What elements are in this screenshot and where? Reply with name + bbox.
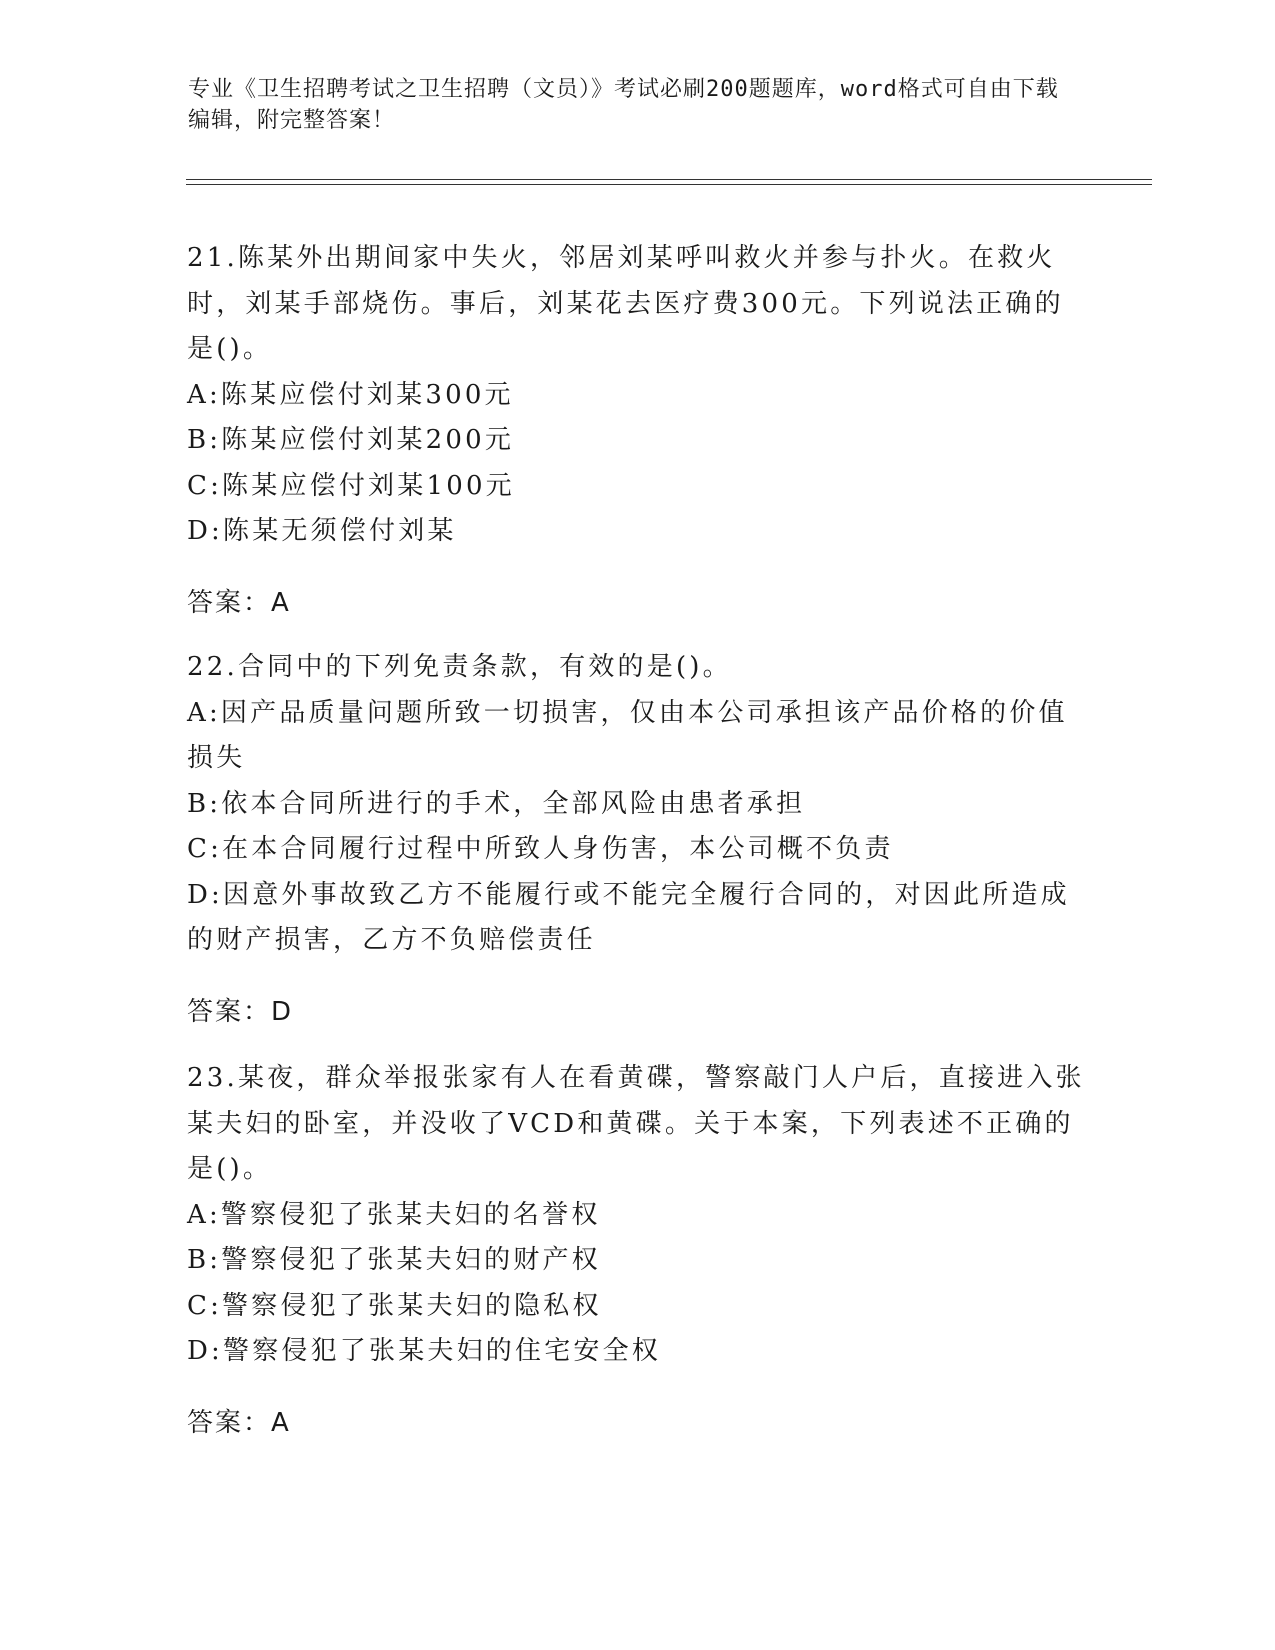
option-d: D:警察侵犯了张某夫妇的住宅安全权 <box>187 1336 662 1366</box>
option-d: D:因意外事故致乙方不能履行或不能完全履行合同的，对因此所造成的财产损害，乙方不负赔偿责任 <box>187 879 1070 955</box>
option-d: D:陈某无须偿付刘某 <box>187 516 457 546</box>
option-a: A:陈某应偿付刘某300元 <box>187 379 514 410</box>
header-divider-top <box>186 179 1152 180</box>
question-stem: 21.陈某外出期间家中失火，邻居刘某呼叫救火并参与扑火。在救火时，刘某手部烧伤。事后，刘某花去医疗费300元。下列说法正确的是()。 <box>187 243 1064 364</box>
question-22 <box>187 645 1087 1061</box>
document-header: 专业《卫生招聘考试之卫生招聘（文员）》考试必刷200题题库，word格式可自由下载编辑，附完整答案！ <box>188 77 1059 133</box>
option-c: C:陈某应偿付刘某100元 <box>187 470 515 501</box>
question-21 <box>187 236 1087 652</box>
header-divider-bottom <box>186 184 1152 185</box>
answer-line: 答案：A <box>187 587 291 618</box>
answer-line: 答案：D <box>187 996 294 1027</box>
option-b: B:警察侵犯了张某夫妇的财产权 <box>187 1245 601 1275</box>
option-c: C:在本合同履行过程中所致人身伤害，本公司概不负责 <box>187 834 894 864</box>
answer-line: 答案：A <box>187 1407 291 1438</box>
option-a: A:警察侵犯了张某夫妇的名誉权 <box>187 1199 601 1230</box>
option-a: A:因产品质量问题所致一切损害，仅由本公司承担该产品价格的价值损失 <box>187 697 1068 773</box>
option-b: B:依本合同所进行的手术，全部风险由患者承担 <box>187 788 806 819</box>
question-23 <box>187 1056 1087 1472</box>
option-b: B:陈某应偿付刘某200元 <box>187 425 515 455</box>
question-stem: 23.某夜，群众举报张家有人在看黄碟，警察敲门人户后，直接进入张某夫妇的卧室，并没收了VCD和黄碟。关于本案，下列表述不正确的是()。 <box>187 1063 1085 1184</box>
question-stem: 22.合同中的下列免责条款，有效的是()。 <box>187 652 732 682</box>
option-c: C:警察侵犯了张某夫妇的隐私权 <box>187 1290 602 1321</box>
